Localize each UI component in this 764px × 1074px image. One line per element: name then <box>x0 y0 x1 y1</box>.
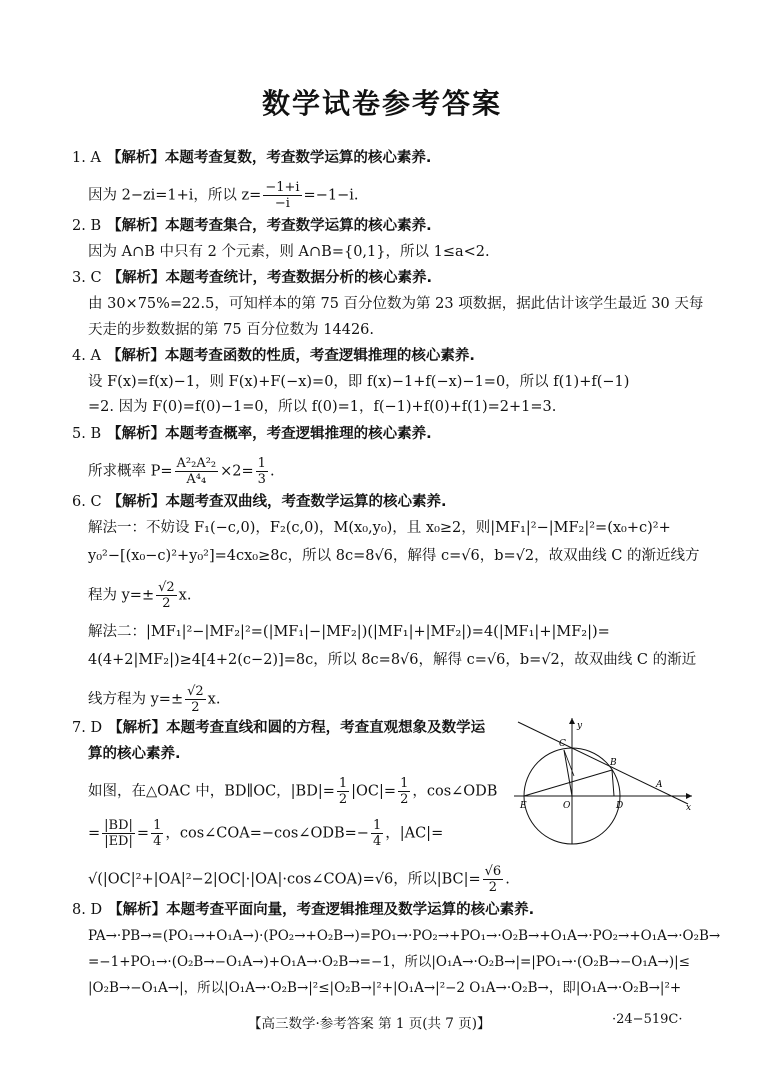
fraction-denominator: 2 <box>191 700 200 715</box>
label-y: y <box>577 721 583 731</box>
question-1-number: 1. A <box>72 150 101 166</box>
text-segment: ，cos∠ODB <box>412 783 498 800</box>
fraction <box>371 818 383 849</box>
fraction-denominator: 2 <box>488 880 498 895</box>
question-4-tag: 【解析】本题考查函数的性质，考查逻辑推理的核心素养. <box>106 348 475 364</box>
fraction <box>102 818 135 849</box>
question-4-header <box>72 346 475 366</box>
question-6-tag: 【解析】本题考查双曲线，考查数学运算的核心素养. <box>107 494 447 510</box>
text-segment: |OC|= <box>351 783 397 800</box>
line-ca <box>518 722 688 804</box>
fraction-numerator: 1 <box>372 818 382 833</box>
text-segment: . <box>505 871 510 888</box>
fraction-numerator: 1 <box>153 818 162 833</box>
fraction-denominator: 2 <box>338 792 348 807</box>
question-3-line-2: 天走的步数数据的第 75 百分位数为 14426. <box>88 322 375 338</box>
fraction <box>337 776 349 807</box>
fraction <box>151 818 163 849</box>
fraction-numerator: A²₂A²₂ <box>176 456 217 471</box>
question-7-line-3 <box>88 864 510 895</box>
text-segment: x. <box>207 691 221 708</box>
question-7-line-2 <box>88 818 443 849</box>
question-4-line-1: 设 F(x)=f(x)−1，则 F(x)+F(−x)=0，即 f(x)−1+f(−x)−1=0，所以 f(1)+f(−1) <box>88 374 630 390</box>
fraction-numerator: 1 <box>400 776 409 791</box>
text-segment: = <box>88 825 101 842</box>
question-7-number: 7. D <box>72 720 103 736</box>
question-6-line-4: 解法二：|MF₁|²−|MF₂|²=(|MF₁|−|MF₂|)(|MF₁|+|MF₂|)=4(|MF₁|+|MF₂|)= <box>88 624 610 640</box>
fraction-denominator: 2 <box>162 596 171 611</box>
question-8-number: 8. D <box>72 902 103 918</box>
question-1-tag: 【解析】本题考查复数，考查数学运算的核心素养. <box>106 150 432 166</box>
text-segment: =−1−i. <box>303 187 359 204</box>
fraction-denominator: A⁴₄ <box>186 472 207 487</box>
text-segment: ，|AC|= <box>385 825 444 842</box>
text-segment: . <box>269 463 275 480</box>
page-title: 数学试卷参考答案 <box>261 87 502 120</box>
question-6-line-1: 解法一：不妨设 F₁(−c,0)，F₂(c,0)，M(x₀,y₀)，且 x₀≥2，则|MF₁|²−|MF₂|²=(x₀+c)²+ <box>88 520 671 536</box>
question-3-header <box>72 268 432 288</box>
fraction-denominator: |ED| <box>104 834 133 849</box>
question-6-number: 6. C <box>72 494 102 510</box>
question-7-tag-cont: 算的核心素养. <box>88 746 181 762</box>
question-2-tag: 【解析】本题考查集合，考查数学运算的核心素养. <box>107 218 432 234</box>
text-segment: = <box>136 825 150 842</box>
fraction-denominator: 4 <box>153 834 162 849</box>
question-8-header <box>72 900 534 920</box>
question-1-header <box>72 148 431 168</box>
label-a: A <box>656 780 663 790</box>
question-5-number: 5. B <box>72 426 102 442</box>
question-7-tag: 【解析】本题考查直线和圆的方程，考查直观想象及数学运 <box>108 720 486 736</box>
text-segment: 线方程为 y=± <box>88 691 184 708</box>
segment-oc <box>564 750 572 796</box>
fraction-numerator: √2 <box>187 684 204 699</box>
circle-line-figure <box>514 716 694 846</box>
label-x: x <box>686 803 692 813</box>
question-5-line-1 <box>88 456 275 487</box>
question-6-line-2: y₀²−[(x₀−c)²+y₀²]=4cx₀≥8c，所以 8c=8√6，解得 c=√6，b=√2，故双曲线 C 的渐近线方 <box>88 548 700 564</box>
fraction-numerator: 1 <box>338 776 348 791</box>
text-segment: 如图，在△OAC 中，BD∥OC，|BD|= <box>88 783 335 800</box>
question-8-line-1: PA→·PB→=(PO₁→+O₁A→)·(PO₂→+O₂B→)=PO₁→·PO₂→+PO₁→·O₂B→+O₁A→·PO₂→+O₁A→·O₂B→ <box>88 928 721 944</box>
question-6-header <box>72 492 447 512</box>
label-c: C <box>559 739 566 749</box>
question-6-line-5: 4(4+2|MF₂|)≥4[4+2(c−2)]=8c，所以 8c=8√6，解得 c=√6，b=√2，故双曲线 C 的渐近 <box>88 652 697 668</box>
fraction-denominator: −i <box>274 196 290 211</box>
question-6-line-6 <box>88 684 220 715</box>
fraction <box>156 580 177 611</box>
fraction <box>256 456 268 487</box>
question-5-header <box>72 424 432 444</box>
question-3-number: 3. C <box>72 270 102 286</box>
question-8-line-2: =−1+PO₁→·(O₂B→−O₁A→)+O₁A→·O₂B→=−1，所以|O₁A→·O₂B→|=|PO₁→·(O₂B→−O₁A→)|≤ <box>88 954 690 970</box>
text-segment: 程为 y=± <box>88 587 155 604</box>
fraction-numerator: |BD| <box>104 818 133 833</box>
text-segment: √(|OC|²+|OA|²−2|OC|·|OA|·cos∠COA)=√6，所以|BC|= <box>88 871 481 888</box>
text-segment: 所求概率 P= <box>88 463 173 480</box>
question-2-number: 2. B <box>72 218 102 234</box>
label-o: O <box>563 801 571 811</box>
text-segment: 因为 2−zi=1+i，所以 z= <box>88 187 262 204</box>
page-footer: 【高三数学·参考答案 第 1 页(共 7 页)】 <box>248 1016 491 1032</box>
fraction-denominator: 2 <box>400 792 409 807</box>
fraction-numerator: −1+i <box>265 180 300 195</box>
label-d: D <box>616 801 624 811</box>
label-e: E <box>520 801 527 811</box>
question-4-line-2: =2. 因为 F(0)=f(0)−1=0，所以 f(0)=1，f(−1)+f(0)+f(1)=2+1=3. <box>88 399 557 415</box>
y-axis-arrow <box>569 718 575 724</box>
question-2-line-1: 因为 A∩B 中只有 2 个元素，则 A∩B={0,1}，所以 1≤a<2. <box>88 244 490 260</box>
question-3-tag: 【解析】本题考查统计，考查数据分析的核心素养. <box>107 270 433 286</box>
fraction <box>175 456 219 487</box>
text-segment: ×2= <box>220 463 254 480</box>
fraction <box>483 864 504 895</box>
fraction <box>398 776 410 807</box>
question-7-header-cont <box>88 744 181 764</box>
question-3-line-1: 由 30×75%=22.5，可知样本的第 75 百分位数为第 23 项数据，据此估计该学生最近 30 天每 <box>88 296 704 312</box>
label-b: B <box>610 758 617 768</box>
fraction-numerator: √6 <box>484 864 502 879</box>
question-7-line-1 <box>88 776 497 807</box>
fraction-numerator: 1 <box>257 456 266 471</box>
question-8-line-3: |O₂B→−O₁A→|，所以|O₁A→·O₂B→|²≤|O₂B→|²+|O₁A→|²−2 O₁A→·O₂B→，即|O₁A→·O₂B→|²+ <box>88 980 682 996</box>
fraction-denominator: 4 <box>372 834 382 849</box>
fraction-numerator: √2 <box>158 580 175 595</box>
x-axis-arrow <box>686 793 692 799</box>
question-4-number: 4. A <box>72 348 101 364</box>
question-5-tag: 【解析】本题考查概率，考查逻辑推理的核心素养. <box>107 426 432 442</box>
question-1-line-1 <box>88 180 358 211</box>
document-code: ·24−519C· <box>612 1012 683 1027</box>
question-8-tag: 【解析】本题考查平面向量，考查逻辑推理及数学运算的核心素养. <box>108 902 535 918</box>
segment-bd <box>612 770 614 796</box>
text-segment: x. <box>178 587 192 604</box>
fraction <box>185 684 206 715</box>
text-segment: ，cos∠COA=−cos∠ODB=− <box>165 825 369 842</box>
fraction <box>263 180 301 211</box>
question-6-line-3 <box>88 580 191 611</box>
fraction-denominator: 3 <box>257 472 266 487</box>
question-7-header <box>72 718 485 738</box>
question-2-header <box>72 216 432 236</box>
